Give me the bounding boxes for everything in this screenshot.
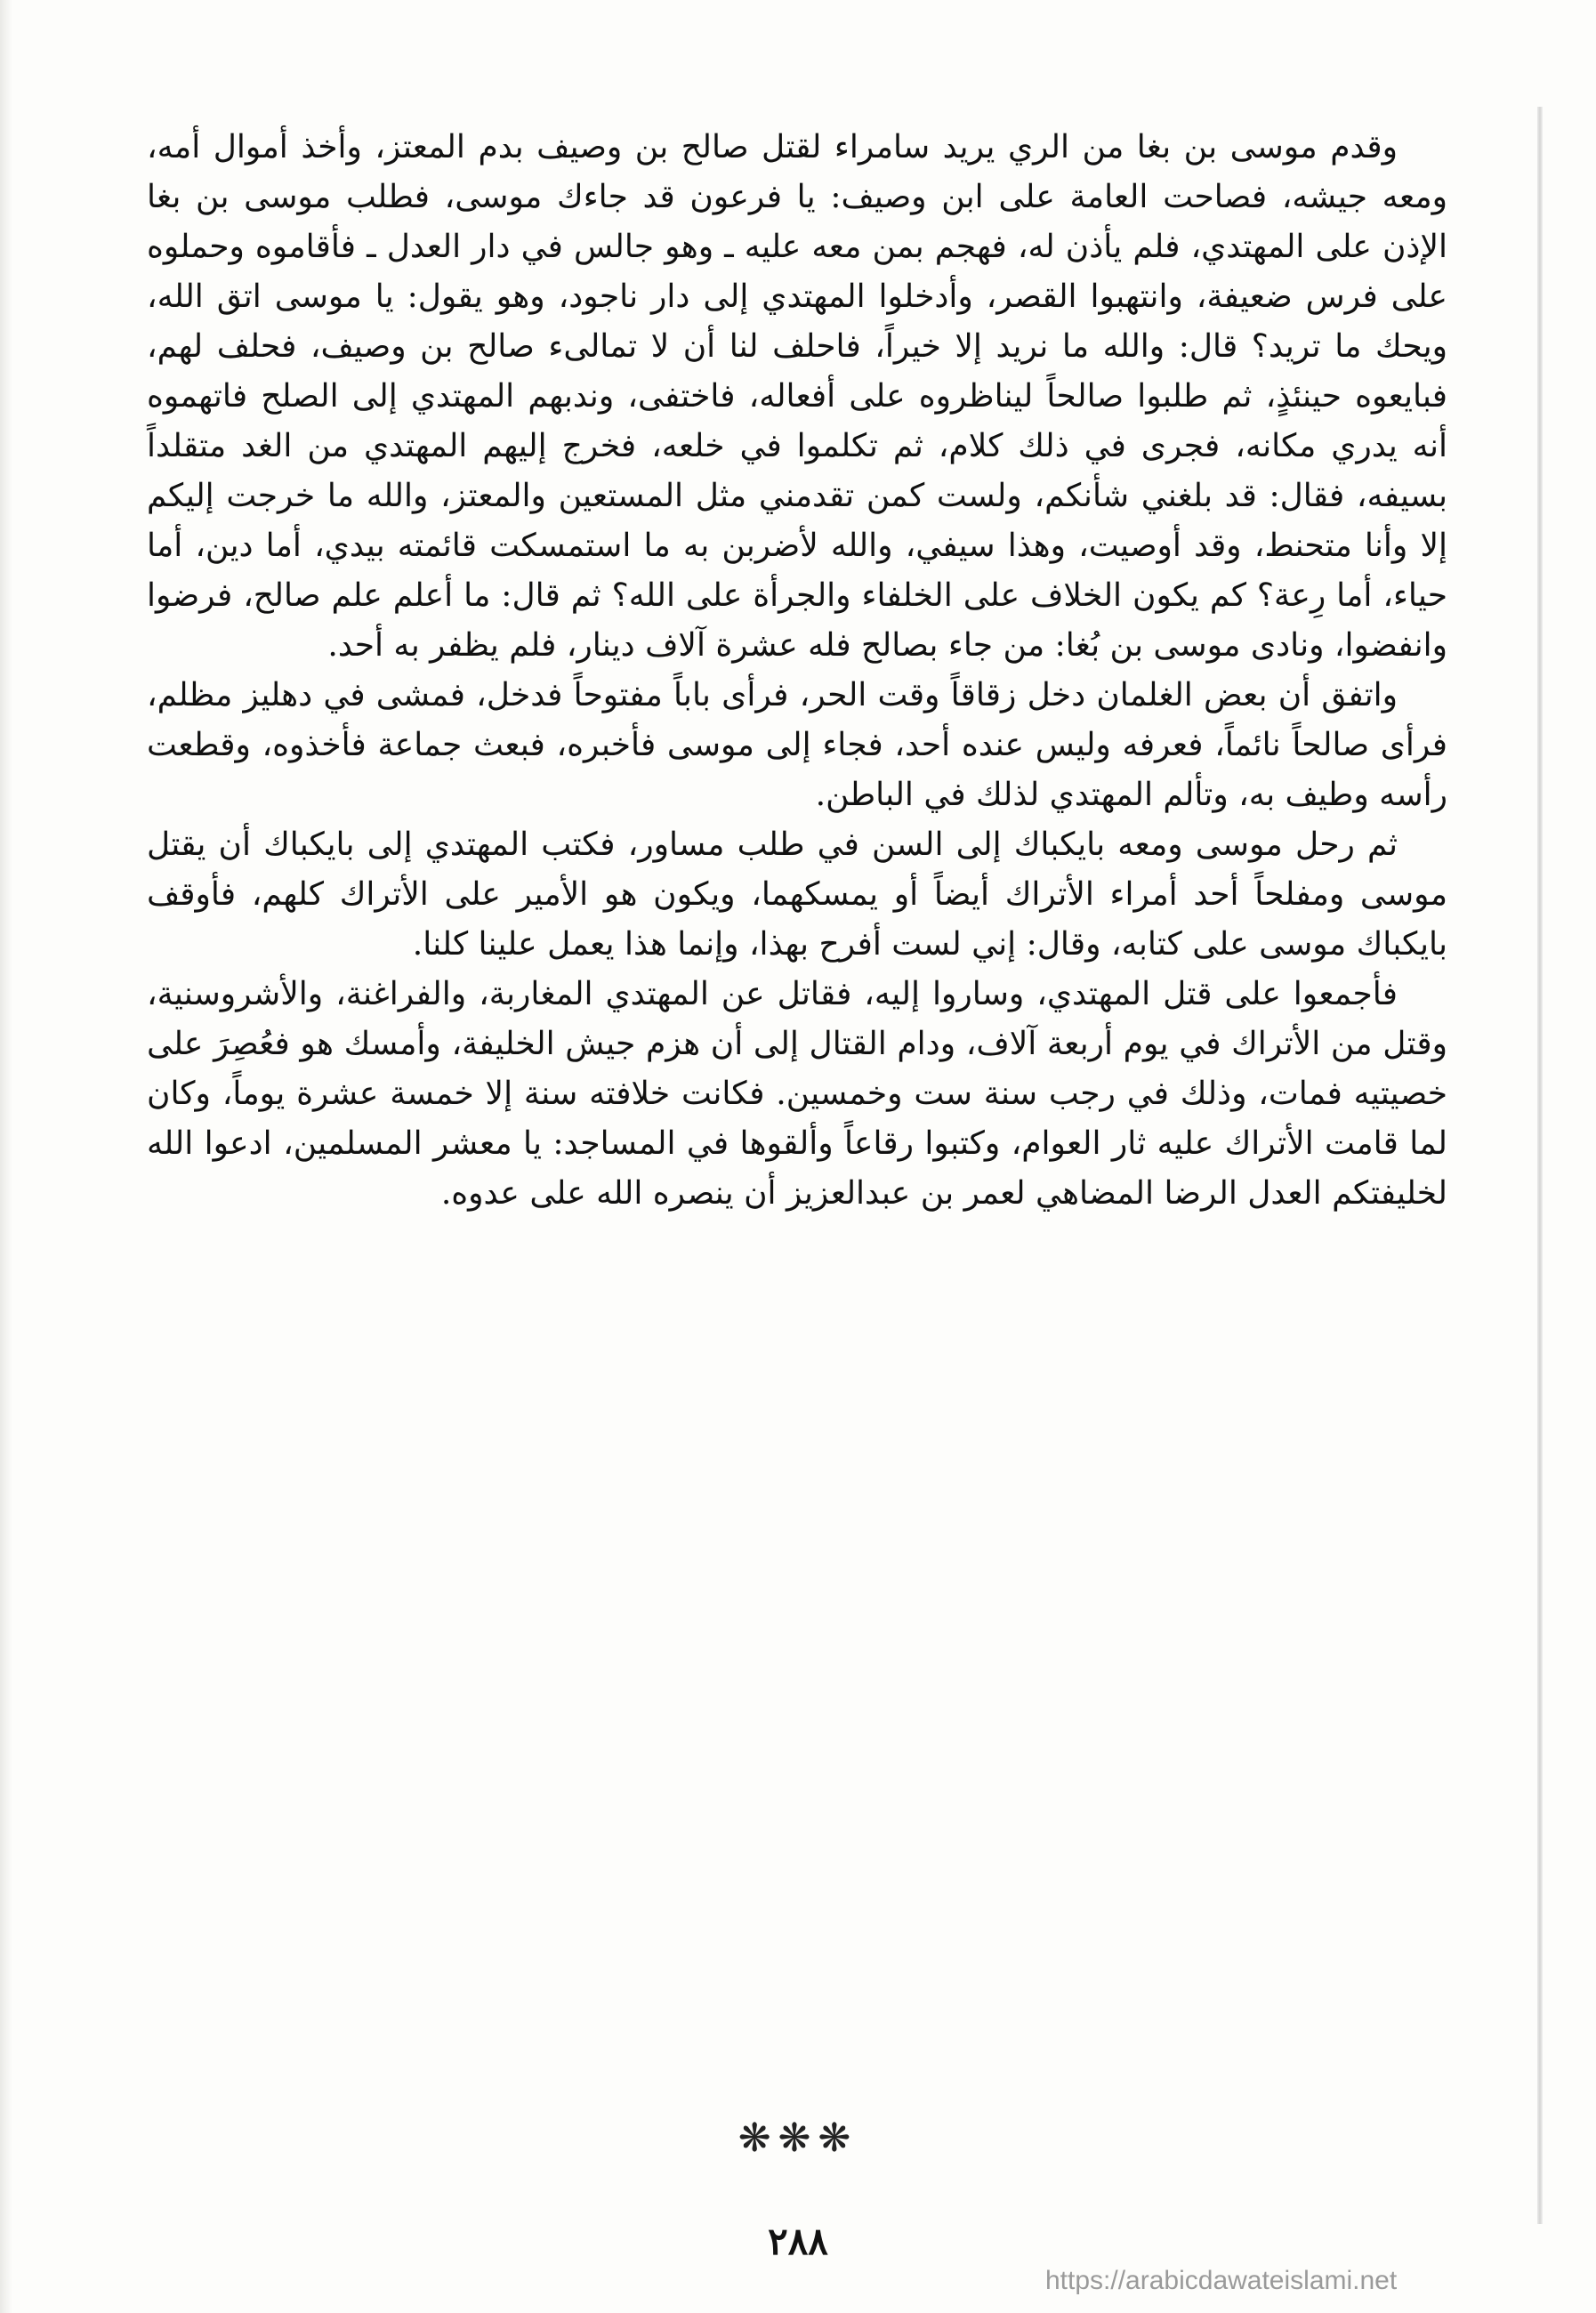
paragraph-2: واتفق أن بعض الغلمان دخل زقاقاً وقت الحر، فرأى باباً مفتوحاً فدخل، فمشى في دهليز مظلم، فرأى صالحاً نائماً، فعرفه وليس عنده أحد، فجاء إلى موسى فأخبره، فبعث جماعة فأخذوه، وقطعت رأسه وطيف به، وتألم المهتدي لذلك في الباطن.: [147, 677, 1447, 813]
page-body: [147, 123, 1447, 1219]
watermark-url: https://arabicdawateislami.net: [1045, 2266, 1398, 2295]
scan-shadow-right: [1537, 107, 1543, 2224]
page-number: ٢٨٨: [768, 2220, 828, 2263]
scan-shadow-left: [0, 0, 12, 2313]
section-divider-ornament: ❋❋❋: [738, 2116, 858, 2161]
paragraph-3: ثم رحل موسى ومعه بايكباك إلى السن في طلب مساور، فكتب المهتدي إلى بايكباك أن يقتل موسى ومفلحاً أحد أمراء الأتراك أيضاً أو يمسكهما، ويكون هو الأمير على الأتراك كلهم، فأوقف بايكباك موسى على كتابه، وقال: إني لست أفرح بهذا، وإنما هذا يعمل علينا كلنا.: [147, 826, 1447, 963]
paragraph-1: وقدم موسى بن بغا من الري يريد سامراء لقتل صالح بن وصيف بدم المعتز، وأخذ أموال أمه، ومعه جيشه، فصاحت العامة على ابن وصيف: يا فرعون قد جاءك موسى، فطلب موسى بن بغا الإذن على المهتدي، فلم يأذن له، فهجم بمن معه عليه ـ وهو جالس في دار العدل ـ فأقاموه وحملوه على فرس ضعيفة، وانتهبوا القصر، وأدخلوا المهتدي إلى دار ناجود، وهو يقول: يا موسى اتق الله، ويحك ما تريد؟ قال: والله ما نريد إلا خيراً، فاحلف لنا أن لا تمالىء صالح بن وصيف، فحلف لهم، فبايعوه حينئذٍ، ثم طلبوا صالحاً ليناظروه على أفعاله، فاختفى، وندبهم المهتدي إلى الصلح فاتهموه أنه يدري مكانه، فجرى في ذلك كلام، ثم تكلموا في خلعه، فخرج إليهم المهتدي من الغد متقلداً بسيفه، فقال: قد بلغني شأنكم، ولست كمن تقدمني مثل المستعين والمعتز، والله ما خرجت إليكم إلا وأنا متحنط، وقد أوصيت، وهذا سيفي، والله لأضربن به ما استمسكت قائمته بيدي، أما دين، أما حياء، أما رِعة؟ كم يكون الخلاف على الخلفاء والجرأة على الله؟ ثم قال: ما أعلم علم صالح، فرضوا وانفضوا، ونادى موسى بن بُغا: من جاء بصالح فله عشرة آلاف دينار، فلم يظفر به أحد.: [147, 129, 1447, 664]
paragraph-4: فأجمعوا على قتل المهتدي، وساروا إليه، فقاتل عن المهتدي المغاربة، والفراغنة، والأشروسنية، وقتل من الأتراك في يوم أربعة آلاف، ودام القتال إلى أن هزم جيش الخليفة، وأمسك هو فعُصِرَ على خصيتيه فمات، وذلك في رجب سنة ست وخمسين. فكانت خلافته سنة إلا خمسة عشرة يوماً، وكان لما قامت الأتراك عليه ثار العوام، وكتبوا رقاعاً وألقوها في المساجد: يا معشر المسلمين، ادعوا الله لخليفتكم العدل الرضا المضاهي لعمر بن عبدالعزيز أن ينصره الله على عدوه.: [147, 976, 1447, 1212]
